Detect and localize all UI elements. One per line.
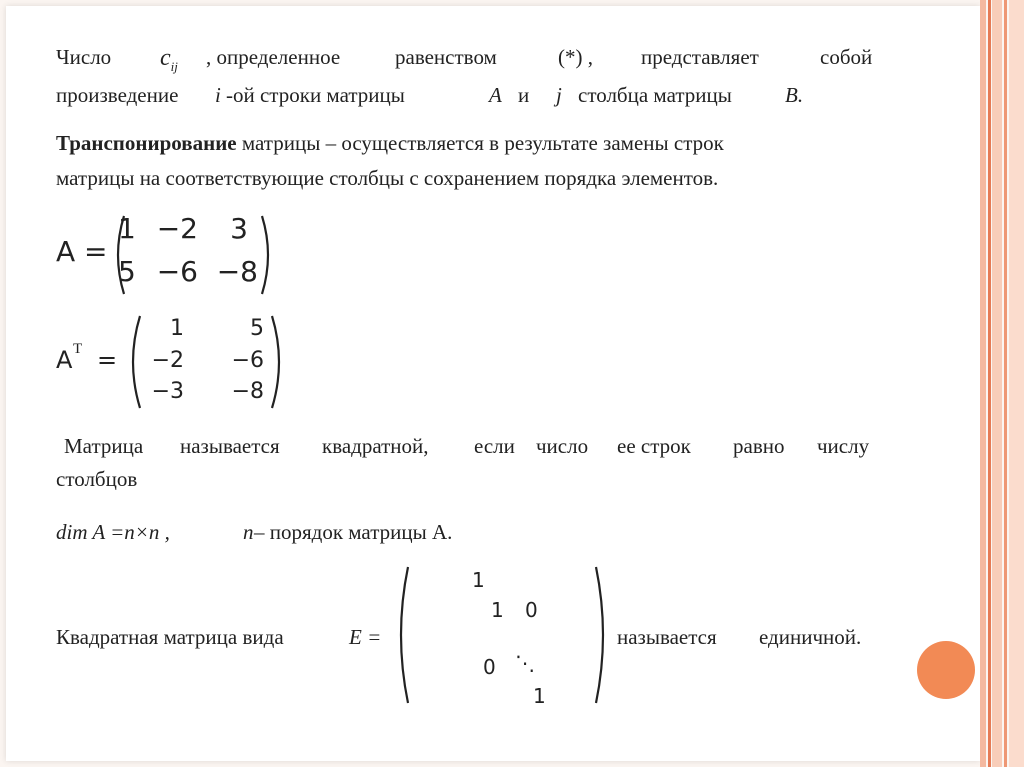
p2-rest: матрицы – осуществляется в результате замены строк — [236, 131, 724, 155]
p1-cij — [160, 46, 178, 73]
matrix-at-cell: −2 — [151, 348, 184, 373]
p1-word: (*) , — [558, 45, 593, 69]
matrix-a-cell: 3 — [230, 212, 248, 245]
p5-word: единичной. — [759, 625, 862, 649]
decor-stripe — [992, 0, 1002, 767]
decor-circle — [917, 641, 975, 699]
p1-word: произведение — [56, 83, 179, 107]
p1-i: i — [215, 83, 221, 107]
p5-word: называется — [617, 625, 717, 649]
identity-entry: ⋱ — [515, 651, 535, 675]
p1-word: равенством — [395, 45, 497, 69]
matrix-a-cell: −8 — [216, 255, 258, 288]
matrix-at-cell: −8 — [231, 379, 264, 404]
p2-line1 — [56, 133, 724, 154]
identity-brackets — [394, 563, 614, 708]
p2-line2: матрицы на соответствующие столбцы с сохранением порядка элементов. — [56, 166, 719, 190]
p3-word: называется — [180, 434, 280, 458]
p1-word: Число — [56, 45, 112, 69]
matrix-at-cell: 1 — [170, 316, 184, 341]
p5-text: Квадратная матрица вида — [56, 625, 284, 649]
p3-word: если — [474, 434, 515, 458]
p2-bold: Транспонирование — [56, 131, 237, 155]
p5-E-sym: E = — [349, 625, 382, 649]
identity-entry: 1 — [491, 598, 504, 622]
p5-E — [349, 627, 381, 648]
p1-B: B. — [785, 83, 804, 107]
identity-entry: 0 — [525, 598, 538, 622]
p4-n: n — [243, 520, 254, 544]
p3-word: равно — [733, 434, 785, 458]
decor-stripe — [988, 0, 991, 767]
identity-entry: 1 — [472, 568, 485, 592]
identity-entry: 0 — [483, 655, 496, 679]
p3-word: ее строк — [617, 434, 691, 458]
decor-stripe — [980, 0, 986, 767]
p3-word: квадратной, — [322, 434, 429, 458]
matrix-a-cell: −6 — [156, 255, 198, 288]
p1-word: столбца матрицы — [578, 83, 732, 107]
p1-j: j — [556, 83, 562, 107]
p1-c-sub: ij — [170, 59, 178, 74]
p1-word: и — [518, 83, 530, 107]
decor-stripe — [1004, 0, 1007, 767]
p3-line2: столбцов — [56, 467, 138, 491]
matrix-at-label: A — [56, 346, 73, 374]
matrix-at-cell: 5 — [250, 316, 264, 341]
p4-rest: – порядок матрицы А. — [254, 520, 453, 544]
matrix-at-cell: −3 — [151, 379, 184, 404]
identity-entry: 1 — [533, 684, 546, 708]
matrix-a-cell: −2 — [156, 212, 198, 245]
p1-word: собой — [820, 45, 873, 69]
p1-word: представляет — [641, 45, 759, 69]
p3-word: Матрица — [64, 434, 144, 458]
matrix-at-cell: −6 — [231, 348, 264, 373]
p3-word: числу — [817, 434, 870, 458]
decor-stripe — [1009, 0, 1024, 767]
matrix-at-eq: = — [97, 346, 118, 374]
p1-A: A — [489, 83, 502, 107]
p1-word: -ой строки матрицы — [226, 83, 405, 107]
matrix-a-label: A = — [56, 235, 108, 268]
p1-word: , определенное — [206, 45, 341, 69]
p3-word: число — [536, 434, 589, 458]
matrix-a-cell: 5 — [118, 255, 136, 288]
matrix-a-cell: 1 — [118, 212, 136, 245]
p4-dim: dim A =n×n , — [56, 520, 170, 544]
p1-c: c — [160, 45, 171, 71]
matrix-at-sup: T — [73, 341, 83, 357]
